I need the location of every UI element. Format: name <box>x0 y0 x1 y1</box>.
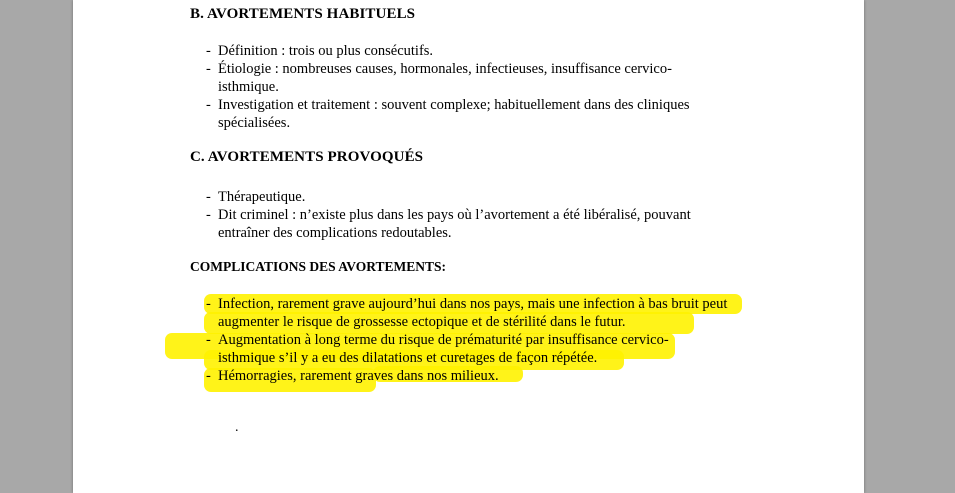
list-item-text: Investigation et traitement : souvent complexe; habituellement dans des cliniques spécialisées. <box>218 97 690 131</box>
list-item-text: Thérapeutique. <box>218 189 306 205</box>
list-item-text: Hémorragies, rarement graves dans nos milieux. <box>218 368 499 384</box>
list-item <box>206 60 711 96</box>
bullet-dash: - <box>206 97 211 113</box>
bullet-dash: - <box>206 296 211 312</box>
list-item <box>206 206 736 242</box>
bullet-dash: - <box>206 332 211 348</box>
list-item-text: Étiologie : nombreuses causes, hormonales, infectieuses, insuffisance cervico-isthmique. <box>218 61 672 95</box>
bullet-dash: - <box>206 43 211 59</box>
list-item <box>206 188 766 206</box>
document-page <box>73 0 864 493</box>
trailing-dot: . <box>235 420 239 435</box>
list-item <box>206 295 746 331</box>
bullet-dash: - <box>206 368 211 384</box>
bullet-dash: - <box>206 207 211 223</box>
section-c-heading: C. AVORTEMENTS PROVOQUÉS <box>190 149 424 165</box>
list-item-text: Définition : trois ou plus consécutifs. <box>218 43 434 59</box>
list-item <box>206 367 766 385</box>
list-item-text: Infection, rarement grave aujourd’hui dans nos pays, mais une infection à bas bruit peut augmenter le risque de grossesse ectopique et de stérilité dans le futur. <box>218 296 728 330</box>
list-item <box>206 42 766 60</box>
list-item-text: Augmentation à long terme du risque de prématurité par insuffisance cervico-isthmique s’il y a eu des dilatations et curetages de façon répétée. <box>218 332 669 366</box>
list-item-text: Dit criminel : n’existe plus dans les pays où l’avortement a été libéralisé, pouvant entraîner des complications redoutables. <box>218 207 691 241</box>
bullet-dash: - <box>206 189 211 205</box>
list-item <box>206 96 731 132</box>
complications-heading: COMPLICATIONS DES AVORTEMENTS: <box>190 259 447 274</box>
list-item <box>206 331 711 367</box>
bullet-dash: - <box>206 61 211 77</box>
section-b-heading: B. AVORTEMENTS HABITUELS <box>190 6 416 22</box>
